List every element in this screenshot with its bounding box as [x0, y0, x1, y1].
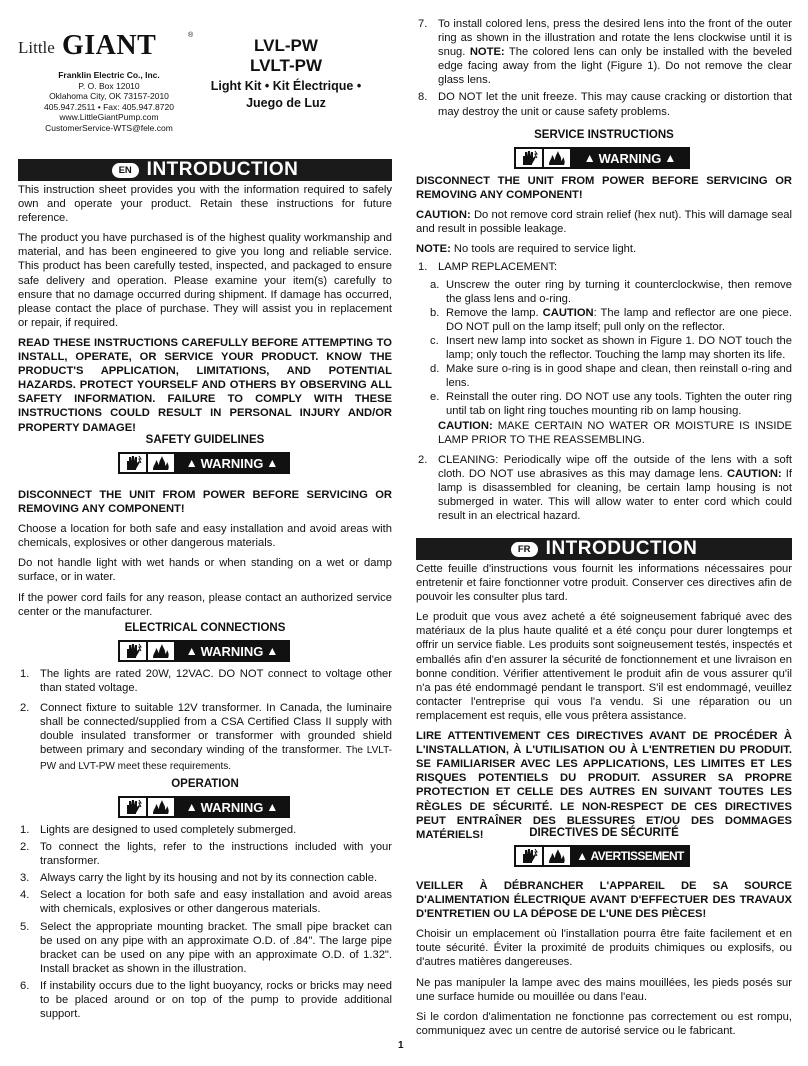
company-address: [18, 70, 200, 134]
website: www.LittleGiantPump.com: [59, 112, 159, 123]
warning-triangle-icon: ▲: [576, 849, 588, 863]
logo-little: Little: [18, 38, 55, 57]
safety-fr-body: [416, 879, 792, 1038]
cleaning-list: [416, 453, 792, 523]
list-item: 2. Connect fixture to suitable 12V transformer. In Canada, the luminaire shall be connected/supplied from a CSA Certified Class II supply with double insulated transformer or transformer with grounded shield between primary and secondary winding of the transformer. The LVLT-PW and LVT-PW meet these requirements.: [20, 702, 392, 772]
list-item: 2. To connect the lights, refer to the instructions included with your transformer.: [20, 841, 392, 868]
warning-triangle-icon: ▲: [266, 800, 279, 814]
warning-triangle-icon: ▲: [664, 151, 677, 165]
hand-hazard-icon: [120, 798, 148, 816]
electrical-list: [18, 667, 392, 774]
list-item: e. Reinstall the outer ring. DO NOT use any tools. Tighten the outer ring until tab on light ring touches mounting rib on lamp housing.: [430, 391, 792, 418]
warning-text-fr: AVERTISSEMENT: [590, 849, 684, 863]
list-item: 5. Select the appropriate mounting bracket. The small pipe bracket can be used on any pipe with an approximate O.D. of .84". The large pipe bracket can be used on any pipe with an approximate O.D. of 1.32". Install bracket as shown in the illustration.: [20, 920, 392, 975]
intro-fr-p2: Le produit que vous avez acheté a été soigneusement fabriqué avec des matériaux de la plus haute qualité et a été conçu pour durer longtemps et offrir un service fiable. Les produits sont soigneusement testés, inspectés et emballés afin d'en assurer la sécurité de fonctionnement et une livraison en bonne condition. Vérifier attentivement le produit afin de vous assurer qu'il n'a pas été endommagé pendant le transport. S'il est endommagé, veuillez contacter l'entreprise qui vous l'a vendu. Si une réparation ou un remplacement est requis, elle vous prêtera assistance.: [416, 611, 792, 722]
list-item: 1. LAMP REPLACEMENT:: [418, 261, 558, 274]
list-item: 3. Always carry the light by its housing and not by its connection cable.: [20, 872, 378, 885]
warning-triangle-icon: ▲: [266, 644, 279, 658]
logo-registered: ®: [188, 32, 194, 39]
hand-hazard-icon: [120, 454, 148, 472]
lamp-caution: CAUTION: MAKE CERTAIN NO WATER OR MOISTURE IS INSIDE LAMP PRIOR TO THE REASSEMBLING.: [438, 419, 792, 446]
hand-hazard-icon: [516, 847, 544, 865]
lang-badge-fr: FR: [511, 542, 538, 557]
safety-p1: Choose a location for both safe and easy installation and avoid areas with chemicals, explosives or other dangerous materials.: [18, 523, 392, 550]
hand-hazard-icon: [120, 642, 148, 660]
fire-hazard-icon: [148, 642, 176, 660]
lamp-steps: [416, 278, 792, 419]
page-number: 1: [398, 1040, 404, 1051]
warning-text: WARNING: [200, 643, 264, 659]
intro-en-body: [18, 183, 392, 435]
electrical-warning-label: [118, 640, 290, 662]
safety-disconnect: DISCONNECT THE UNIT FROM POWER BEFORE SERVICING OR REMOVING ANY COMPONENT!: [18, 489, 392, 516]
warning-text: WARNING: [200, 455, 264, 471]
safety-fr-p1: Choisir un emplacement où l'installation pourra être faite facilement et en toute sécurité. Éviter la proximité de produits chimiques ou explosifs, ou d'autres matières dangereuses.: [416, 928, 792, 969]
list-item: 4. Select a location for both safe and easy installation and avoid areas with chemicals, explosives or other dangerous materials.: [20, 889, 392, 916]
logo-giant: GIANT: [62, 30, 157, 61]
fire-hazard-icon: [148, 454, 176, 472]
company-name: Franklin Electric Co., Inc.: [58, 70, 160, 80]
service-list: [416, 260, 792, 274]
subtitle-1: Light Kit • Kit Électrique •: [210, 79, 362, 93]
phone-fax: 405.947.2511 • Fax: 405.947.8720: [44, 101, 174, 112]
operation-list-continued: [416, 17, 792, 119]
service-disconnect: DISCONNECT THE UNIT FROM POWER BEFORE SERVICING OR REMOVING ANY COMPONENT!: [416, 175, 792, 202]
operation-list: [18, 823, 392, 1021]
warning-text: WARNING: [200, 799, 264, 815]
safety-p2: Do not handle light with wet hands or when standing on a wet or damp surface, or in water.: [18, 557, 392, 584]
safety-fr-p3: Si le cordon d'alimentation ne fonctionne pas correctement ou est rompu, communiquez avec un centre de autorisé service ou le fabricant.: [416, 1010, 792, 1037]
fire-hazard-icon: [148, 798, 176, 816]
service-heading: SERVICE INSTRUCTIONS: [534, 129, 674, 141]
list-item: 1. Lights are designed to used completely submerged.: [20, 824, 297, 836]
service-caution: CAUTION: Do not remove cord strain relief (hex nut). This will damage seal and result in possible leakage.: [416, 209, 793, 236]
service-warning-label: [514, 147, 690, 169]
document-title: [196, 36, 376, 112]
warning-triangle-icon: ▲: [185, 644, 198, 658]
intro-en-p2: The product you have purchased is of the highest quality workmanship and material, and has been engineered to give you long and reliable service. This product has been carefully tested, inspected, and packaged to ensure safe delivery and operation. Please examine your item(s) carefully to ensure that no damage occurred during shipment. If damage has occurred, please contact the place of purchase. They will assist you in replacement or repair, if required.: [18, 232, 392, 329]
service-body: [416, 174, 792, 523]
email: CustomerService-WTS@fele.com: [45, 122, 173, 133]
list-item: 2. CLEANING: Periodically wipe off the outside of the lens with a soft cloth. DO NOT use abrasives as this may damage lens. CAUTION: If lamp is disassembled for cleaning, be certain lamp housing is not submerged in water. This will allow water to enter cord which could result in an electrical hazard.: [418, 453, 793, 523]
safety-fr-heading: DIRECTIVES DE SÉCURITÉ: [529, 827, 679, 839]
intro-en-title: INTRODUCTION: [146, 159, 299, 180]
operation-heading: OPERATION: [171, 778, 239, 790]
list-item: 7. To install colored lens, press the desired lens into the front of the outer ring as shown in the illustration and rotate the lens clockwise until it is snug. NOTE: The colored lens can only be installed with the beveled edge facing away from the light (Figure 1). Do not remove the clear glass lens.: [418, 18, 793, 87]
safety-heading: SAFETY GUIDELINES: [145, 434, 265, 446]
subtitle-2: Juego de Luz: [246, 96, 326, 110]
warning-triangle-icon: ▲: [266, 456, 279, 470]
warning-text: WARNING: [598, 150, 662, 166]
safety-body: [18, 488, 392, 619]
list-item: 6. If instability occurs due to the light buoyancy, rocks or bricks may need to be placed around or on top of the pump to provide additional support.: [20, 979, 392, 1021]
list-item: c. Insert new lamp into socket as shown in Figure 1. DO NOT touch the lamp; only touch the reflector. Touching the lamp may shorten its life.: [430, 334, 792, 362]
intro-en-warning: READ THESE INSTRUCTIONS CAREFULLY BEFORE ATTEMPTING TO INSTALL, OPERATE, OR SERVICE YOUR PRODUCT. KNOW THE PRODUCT'S APPLICATION, LIMITATIONS, AND POTENTIAL HAZARDS. PROTECT YOURSELF AND OTHERS BY OBSERVING ALL SAFETY INFORMATION. FAILURE TO COMPLY WITH THESE INSTRUCTIONS COULD RESULT IN PERSONAL INJURY AND/OR PROPERTY DAMAGE!: [18, 336, 392, 434]
safety-fr-p2: Ne pas manipuler la lampe avec des mains mouillées, les pieds posés sur une surface humide ou mouillée ou dans l'eau.: [416, 976, 792, 1003]
safety-p3: If the power cord fails for any reason, please contact an authorized service center or the manufacturer.: [18, 591, 392, 618]
list-item: 1. The lights are rated 20W, 12VAC. DO NOT connect to voltage other than stated voltage.: [20, 668, 392, 695]
intro-en-p1: This instruction sheet provides you with the information required to safely own and operate your product. Retain these instructions for future reference.: [18, 184, 392, 225]
warning-triangle-icon: ▲: [185, 800, 198, 814]
warning-triangle-icon: ▲: [583, 151, 596, 165]
hand-hazard-icon: [516, 149, 544, 167]
safety-fr-disconnect: VEILLER À DÉBRANCHER L'APPAREIL DE SA SOURCE D'ALIMENTATION ÉLECTRIQUE AVANT D'EFFECTUER DES TRAVAUX D'ENTRETIEN OU LA DÉPOSE DE L'UNE DES PIÈCES!: [416, 880, 792, 921]
service-note: NOTE: No tools are required to service light.: [416, 243, 637, 256]
po-box: P. O. Box 12010: [78, 80, 140, 91]
list-item: a. Unscrew the outer ring by turning it counterclockwise, then remove the glass lens and o-ring.: [430, 278, 792, 305]
safety-fr-warning-label: [514, 845, 690, 867]
list-item: b. Remove the lamp. CAUTION: The lamp and reflector are one piece. DO NOT pull on the lamp itself; pull only on the reflector.: [430, 306, 792, 333]
intro-fr-warning: LIRE ATTENTIVEMENT CES DIRECTIVES AVANT DE PROCÉDER À L'INSTALLATION, À L'UTILISATION OU À L'ENTRETIEN DU PRODUIT. SE FAMILIARISER AVEC LES APPLICATIONS, LES LIMITES ET LES RISQUES POTENTIELS DU PRODUIT. ASSURER SA PROPRE PROTECTION ET CELLE DES AUTRES EN SUIVANT TOUTES LES RÈGLES DE SÉCURITÉ. LE NON-RESPECT DE CES DIRECTIVES PEUT ENTRAÎNER DES BLESSURES ET/OU DES DOMMAGES MATÉRIELS!: [416, 730, 792, 841]
model-2: LVLT-PW: [249, 56, 323, 75]
model-1: LVL-PW: [254, 36, 318, 55]
brand-logo: [18, 30, 194, 60]
intro-fr-body: [416, 562, 792, 842]
intro-fr-p1: Cette feuille d'instructions vous fournit les informations nécessaires pour entretenir et faire fonctionner votre produit. Conserver ces directives afin de pouvoir les consulter plus tard.: [416, 563, 792, 604]
intro-fr-banner: [416, 538, 792, 560]
warning-triangle-icon: ▲: [185, 456, 198, 470]
list-item: d. Make sure o-ring is in good shape and clean, then reinstall o-ring and lens.: [430, 363, 792, 390]
intro-fr-title: INTRODUCTION: [545, 538, 698, 559]
fire-hazard-icon: [544, 847, 572, 865]
operation-warning-label: [118, 796, 290, 818]
lang-badge-en: EN: [112, 163, 139, 178]
safety-warning-label: [118, 452, 290, 474]
intro-en-banner: [18, 159, 392, 181]
city: Oklahoma City, OK 73157-2010: [49, 91, 169, 102]
fire-hazard-icon: [544, 149, 572, 167]
electrical-heading: ELECTRICAL CONNECTIONS: [124, 622, 286, 634]
list-item: 8. DO NOT let the unit freeze. This may cause cracking or distortion that may destroy the unit or cause safety problems.: [418, 91, 792, 118]
